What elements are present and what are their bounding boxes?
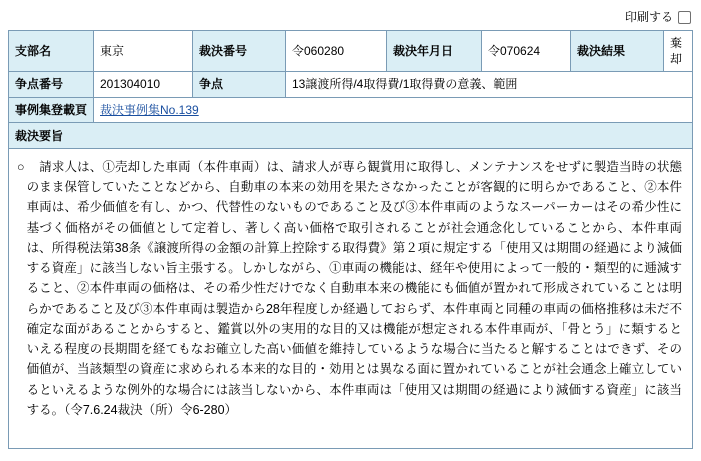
branch-name-value: 東京: [94, 31, 193, 72]
table-row: [9, 97, 693, 122]
decision-number-header: 裁決番号: [193, 31, 286, 72]
summary-header: 裁決要旨: [8, 123, 693, 149]
print-checkbox[interactable]: [678, 11, 691, 24]
summary-body: [8, 149, 693, 449]
casebook-page-value: [94, 97, 693, 122]
summary-paragraph: [17, 157, 682, 420]
table-row: [9, 31, 693, 72]
issue-number-header: 争点番号: [9, 72, 94, 97]
casebook-link[interactable]: 裁決事例集No.139: [100, 102, 199, 117]
metadata-table: [8, 30, 693, 123]
casebook-page-header: 事例集登載頁: [9, 97, 94, 122]
print-row: [8, 6, 693, 28]
decision-result-header: 裁決結果: [571, 31, 664, 72]
decision-result-value: 棄却: [664, 31, 693, 72]
issue-header: 争点: [193, 72, 286, 97]
table-row: [9, 72, 693, 97]
bullet-marker: ○: [17, 159, 25, 174]
branch-name-header: 支部名: [9, 31, 94, 72]
summary-text: 請求人は、①売却した車両（本件車両）は、請求人が専ら観賞用に取得し、メンテナンスをせずに製造当時の状態のまま保管していたことなどから、自動車の本来の効用を果たさなかったことが客観的に明らかであること、②本件車両は、希少価値を有し、かつ、代替性のないものであること及び③本件車両のようなスーパーカーはその希少性に基づく価格がその価値として定着し、著しく高い価格で取引されることが社会通念化していることから、本件車両は、所得税法第38条《譲渡所得の金額の計算上控除する取得費》第２項に規定する「使用又は期間の経過により減価する資産」に該当しない旨主張する。しかしながら、①車両の機能は、経年や使用によって一般的・類型的に逓減すること、②本件車両の価格は、その希少性だけでなく自動車本来の機能にも価値が置かれて形成されていることは明らかであること及び③本件車両は製造から28年程度しか経過しておらず、本件車両と同種の車両の価格推移は未だ不確定な面があることからすると、鑑賞以外の実用的な目的又は機能が想定される本件車両が、「骨とう」に類するといえる程度の長期間を経てもなお確立した高い価値を維持しているような場合に当たると解することはできず、その価値が、当該類型の資産に求められる本来的な目的・効用とは異なる面に置かれていることが社会通念上確立しているといえるような例外的な場合には該当しないから、本件車両は「使用又は期間の経過により減価する資産」に該当する。（令7.6.24裁決（所）令6-280）: [26, 159, 682, 417]
decision-number-value: 令060280: [286, 31, 387, 72]
decision-date-header: 裁決年月日: [387, 31, 482, 72]
print-label: 印刷する: [624, 10, 673, 24]
issue-number-value: 201304010: [94, 72, 193, 97]
issue-value: 13譲渡所得/4取得費/1取得費の意義、範囲: [286, 72, 693, 97]
decision-date-value: 令070624: [482, 31, 571, 72]
